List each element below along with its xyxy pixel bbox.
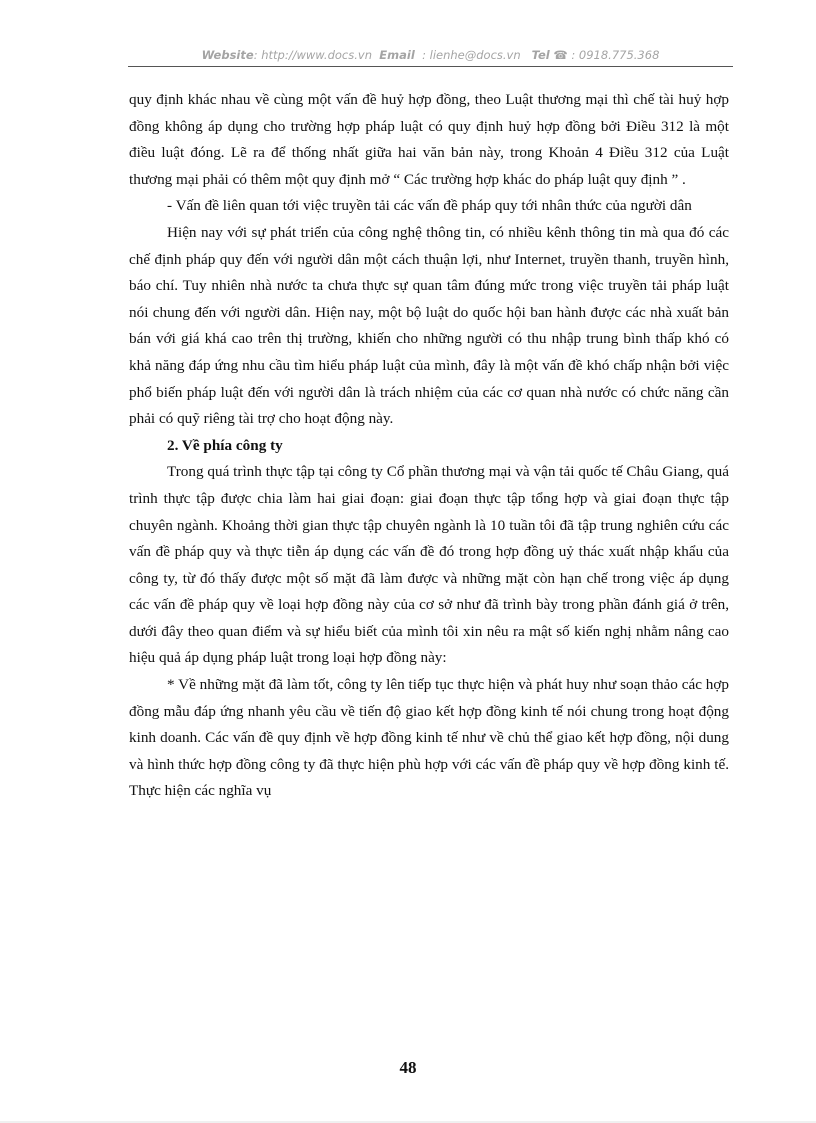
paragraph-information-technology: Hiện nay với sự phát triển của công nghệ thông tin, có nhiều kênh thông tin mà qua đó các chế định pháp quy đến với người dân một cách thuận lợi, như Internet, truyền thanh, truyền hình, báo chí. Tuy nhiên nhà nước ta chưa thực sự quan tâm đúng mức trong việc truyền tải pháp luật nói chung đến với người dân. Hiện nay, một bộ luật do quốc hội ban hành được các nhà xuất bản bán với giá khá cao trên thị trường, khiến cho những người có thu nhập trung bình thấp khó có khả năng đáp ứng nhu cầu tìm hiểu pháp luật của mình, đây là một vấn đề khó chấp nhận bởi việc phổ biến pháp luật đến với người dân là trách nhiệm của các cơ quan nhà nước có chức năng cần phải có quỹ riêng tài trợ cho hoạt động này. bbox=[129, 223, 729, 428]
page-number: 48 bbox=[399, 1058, 417, 1077]
paragraph-internship: Trong quá trình thực tập tại công ty Cổ phần thương mại và vận tải quốc tế Châu Giang, quá trình thực tập được chia làm hai giai đoạn: giai đoạn thực tập tổng hợp và giai đoạn thực tập chuyên ngành. Khoảng thời gian thực tập chuyên ngành là 10 tuần tôi đã tập trung nghiên cứu các vấn đề pháp quy và thực tiễn áp dụng các vấn đề đó trong hợp đồng uỷ thác xuất nhập khẩu của công ty, từ đó thấy được một số mặt đã làm được và những mặt còn hạn chế trong việc áp dụng các vấn đề pháp quy về loại hợp đồng này của cơ sở như đã trình bày trong phần đánh giá ở trên, dưới đây theo quan điểm và sự hiểu biết của mình tôi xin nêu ra mật số kiến nghị nhằm nâng cao hiệu quả áp dụng pháp luật trong loại hợp đồng này: bbox=[129, 463, 729, 667]
section-heading: 2. Về phía công ty bbox=[167, 436, 283, 454]
tel-label: Tel bbox=[531, 48, 550, 62]
website-label: Website bbox=[201, 48, 254, 62]
email-value: : lienhe@docs.vn bbox=[422, 48, 521, 62]
paragraph-continuation: quy định khác nhau về cùng một vấn đề huỷ hợp đồng, theo Luật thương mại thì chế tài huỷ hợp đồng không áp dụng cho trường hợp pháp luật có quy định huỷ hợp đồng bởi Điều 312 là một điều luật đóng. Lẽ ra để thống nhất giữa hai văn bản này, trong Khoản 4 Điều 312 của Luật thương mại phải có thêm một quy định mở “ Các trường hợp khác do pháp luật quy định ” . bbox=[129, 91, 729, 188]
paragraph-issue-transmission: - Vấn đề liên quan tới việc truyền tải các vấn đề pháp quy tới nhân thức của người dân bbox=[167, 197, 692, 215]
paragraph-achievements: * Về những mặt đã làm tốt, công ty lên tiếp tục thực hiện và phát huy như soạn thảo các hợp đồng mẫu đáp ứng nhanh yêu cầu về tiến độ giao kết hợp đồng kinh tế nói chung trong hoạt động kinh doanh. Các vấn đề quy định về hợp đồng kinh tế như về chủ thể giao kết hợp đồng, nội dung và hình thức hợp đồng công ty đã thực hiện phù hợp với các vấn đề pháp quy về hợp đồng kinh tế. Thực hiện các nghĩa vụ bbox=[129, 676, 729, 800]
telephone-icon: ☎ bbox=[553, 48, 568, 62]
tel-value: : 0918.775.368 bbox=[571, 48, 660, 62]
document-body bbox=[129, 87, 729, 805]
email-label: Email bbox=[379, 48, 415, 62]
page-header bbox=[128, 48, 733, 62]
website-value: : http://www.docs.vn bbox=[253, 48, 372, 62]
header-divider bbox=[128, 66, 733, 67]
